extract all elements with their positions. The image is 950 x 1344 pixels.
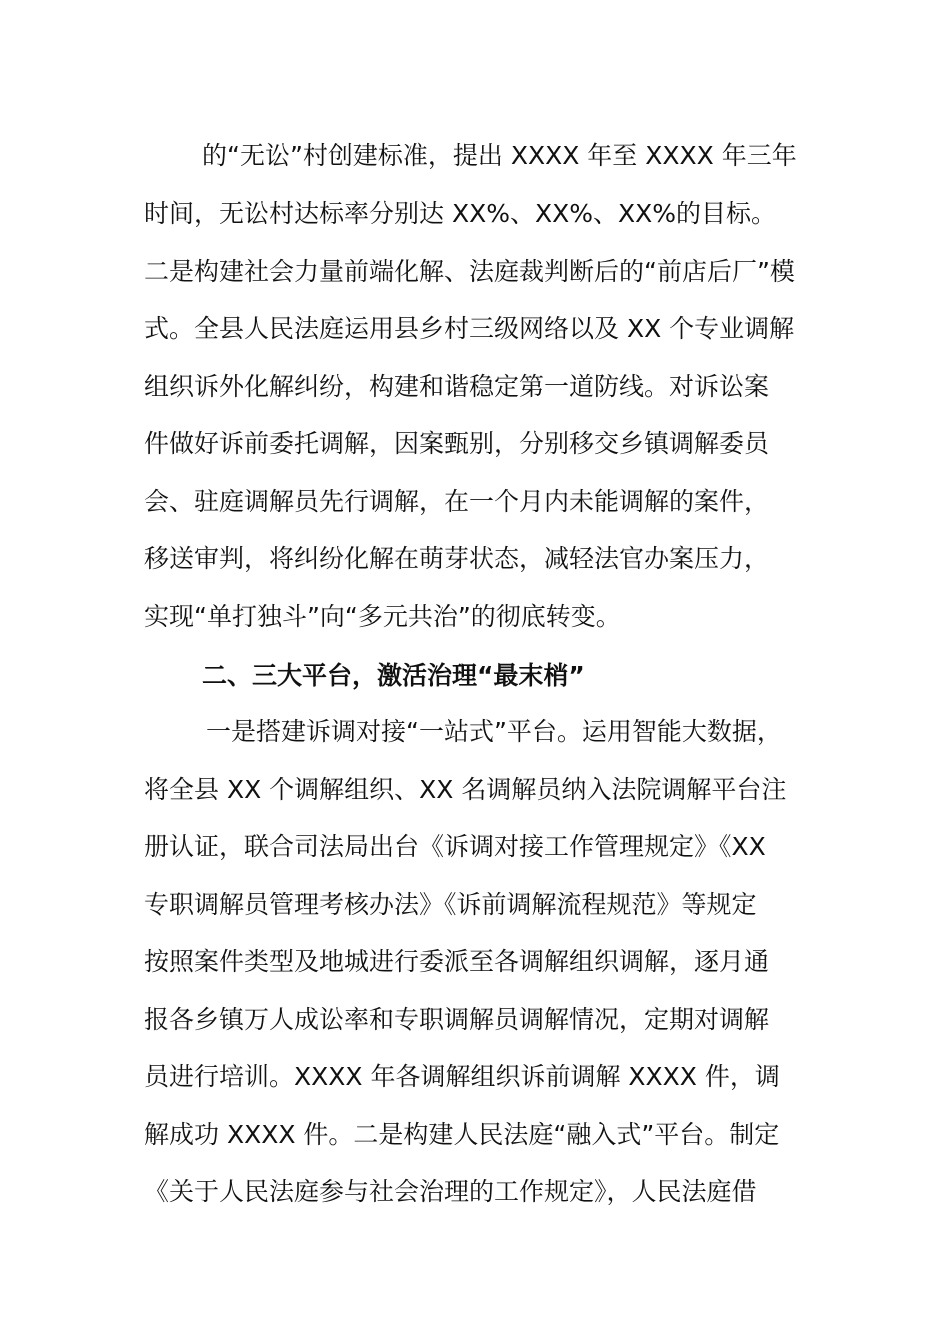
paragraph-line: 按照案件类型及地城进行委派至各调解组织调解，逐月通	[144, 947, 770, 976]
paragraph-line: 时间，无讼村达标率分别达 XX%、XX%、XX%的目标。	[144, 199, 776, 228]
paragraph-line: 会、驻庭调解员先行调解，在一个月内未能调解的案件，	[144, 487, 770, 516]
paragraph-line: 组织诉外化解纠纷，构建和谐稳定第一道防线。对诉讼案	[144, 372, 770, 401]
paragraph-line: 二是构建社会力量前端化解、法庭裁判断后的“前店后厂”模	[144, 257, 795, 286]
paragraph-line: 式。全县人民法庭运用县乡村三级网络以及 XX 个专业调解	[144, 314, 795, 343]
paragraph-line: 员进行培训。XXXX 年各调解组织诉前调解 XXXX 件，调	[144, 1062, 780, 1091]
paragraph-line: 移送审判，将纠纷化解在萌芽状态，减轻法官办案压力，	[144, 544, 770, 573]
paragraph-line: 报各乡镇万人成讼率和专职调解员调解情况，定期对调解	[144, 1005, 770, 1034]
paragraph-line: 解成功 XXXX 件。二是构建人民法庭“融入式”平台。制定	[144, 1120, 780, 1149]
paragraph-line: 册认证，联合司法局出台《诉调对接工作管理规定》《XX	[144, 832, 766, 861]
paragraph-line: 一是搭建诉调对接“一站式”平台。运用智能大数据，	[206, 717, 782, 746]
paragraph-line: 实现“单打独斗”向“多元共治”的彻底转变。	[144, 602, 621, 631]
paragraph-line: 将全县 XX 个调解组织、XX 名调解员纳入法院调解平台注	[144, 775, 787, 804]
paragraph-line: 专职调解员管理考核办法》《诉前调解流程规范》等规定	[144, 890, 757, 919]
paragraph-line: 件做好诉前委托调解，因案甄别，分别移交乡镇调解委员	[144, 429, 770, 458]
paragraph-line: 的“无讼”村创建标准，提出 XXXX 年至 XXXX 年三年	[202, 141, 797, 170]
paragraph-line: 《关于人民法庭参与社会治理的工作规定》，人民法庭借	[144, 1177, 757, 1206]
section-heading: 二、三大平台，激活治理“最末梢”	[202, 661, 585, 690]
